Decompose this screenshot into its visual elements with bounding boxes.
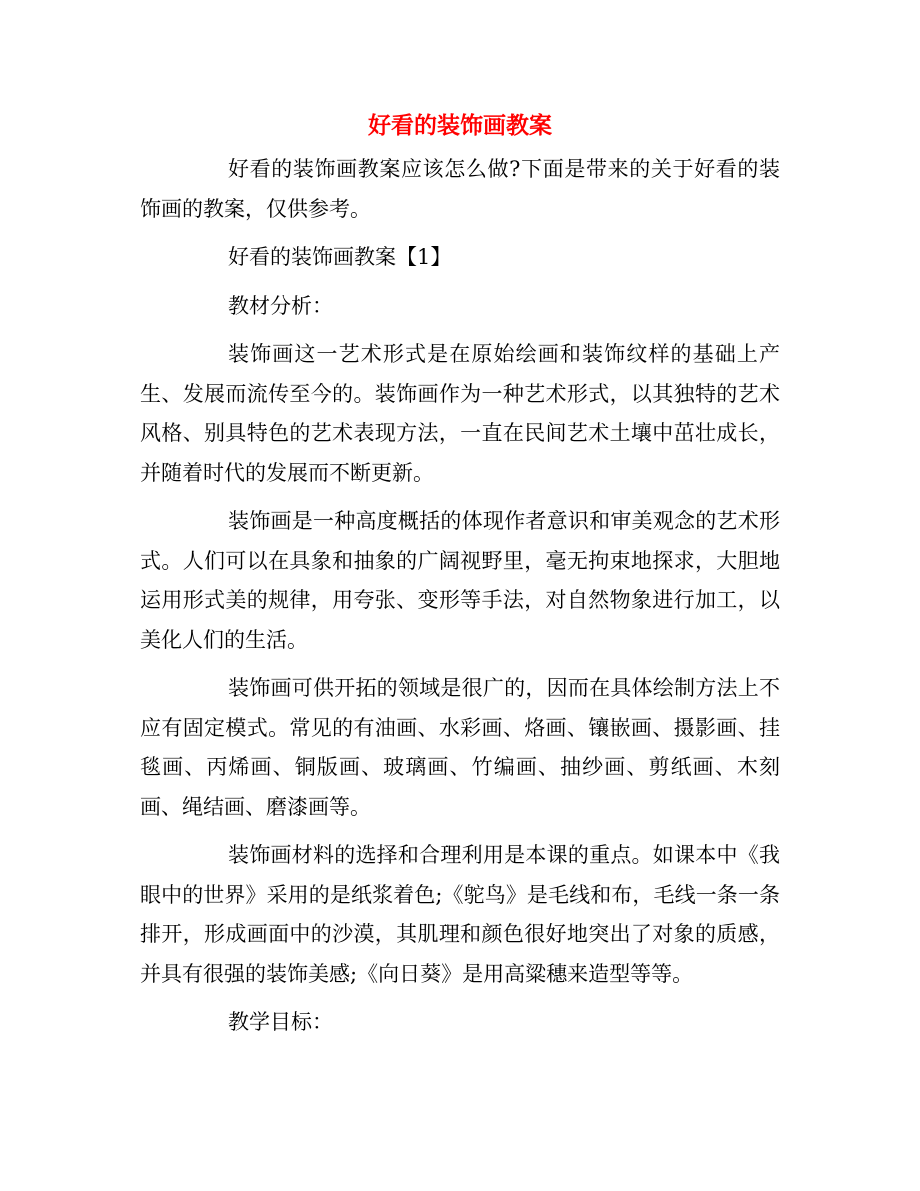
- body-paragraph: 装饰画是一种高度概括的体现作者意识和审美观念的艺术形式。人们可以在具象和抽象的广阔视野里，毫无拘束地探求，大胆地运用形式美的规律，用夸张、变形等手法，对自然物象进行加工，以美化人们的生活。: [140, 509, 780, 652]
- subheading-teaching-goals: 教学目标：: [228, 1010, 333, 1034]
- body-paragraph: 装饰画可供开拓的领域是很广的，因而在具体绘制方法上不应有固定模式。常见的有油画、水彩画、烙画、镶嵌画、摄影画、挂毯画、丙烯画、铜版画、玻璃画、竹编画、抽纱画、剪纸画、木刻画、绳结画、磨漆画等。: [140, 676, 780, 819]
- intro-paragraph: 好看的装饰画教案应该怎么做?下面是带来的关于好看的装饰画的教案，仅供参考。: [140, 157, 780, 221]
- section-heading: 好看的装饰画教案【1】: [228, 245, 452, 269]
- body-paragraph: 装饰画这一艺术形式是在原始绘画和装饰纹样的基础上产生、发展而流传至今的。装饰画作为一种艺术形式，以其独特的艺术风格、别具特色的艺术表现方法，一直在民间艺术土壤中茁壮成长，并随着时代的发展而不断更新。: [140, 342, 780, 485]
- document-body: [140, 150, 780, 1052]
- document-title: 好看的装饰画教案: [368, 112, 552, 139]
- body-paragraph: 装饰画材料的选择和合理利用是本课的重点。如课本中《我眼中的世界》采用的是纸浆着色;《鸵鸟》是毛线和布，毛线一条一条排开，形成画面中的沙漠，其肌理和颜色很好地突出了对象的质感，并具有很强的装饰美感;《向日葵》是用高粱穗来造型等等。: [140, 843, 780, 986]
- subheading-material-analysis: 教材分析：: [228, 293, 333, 318]
